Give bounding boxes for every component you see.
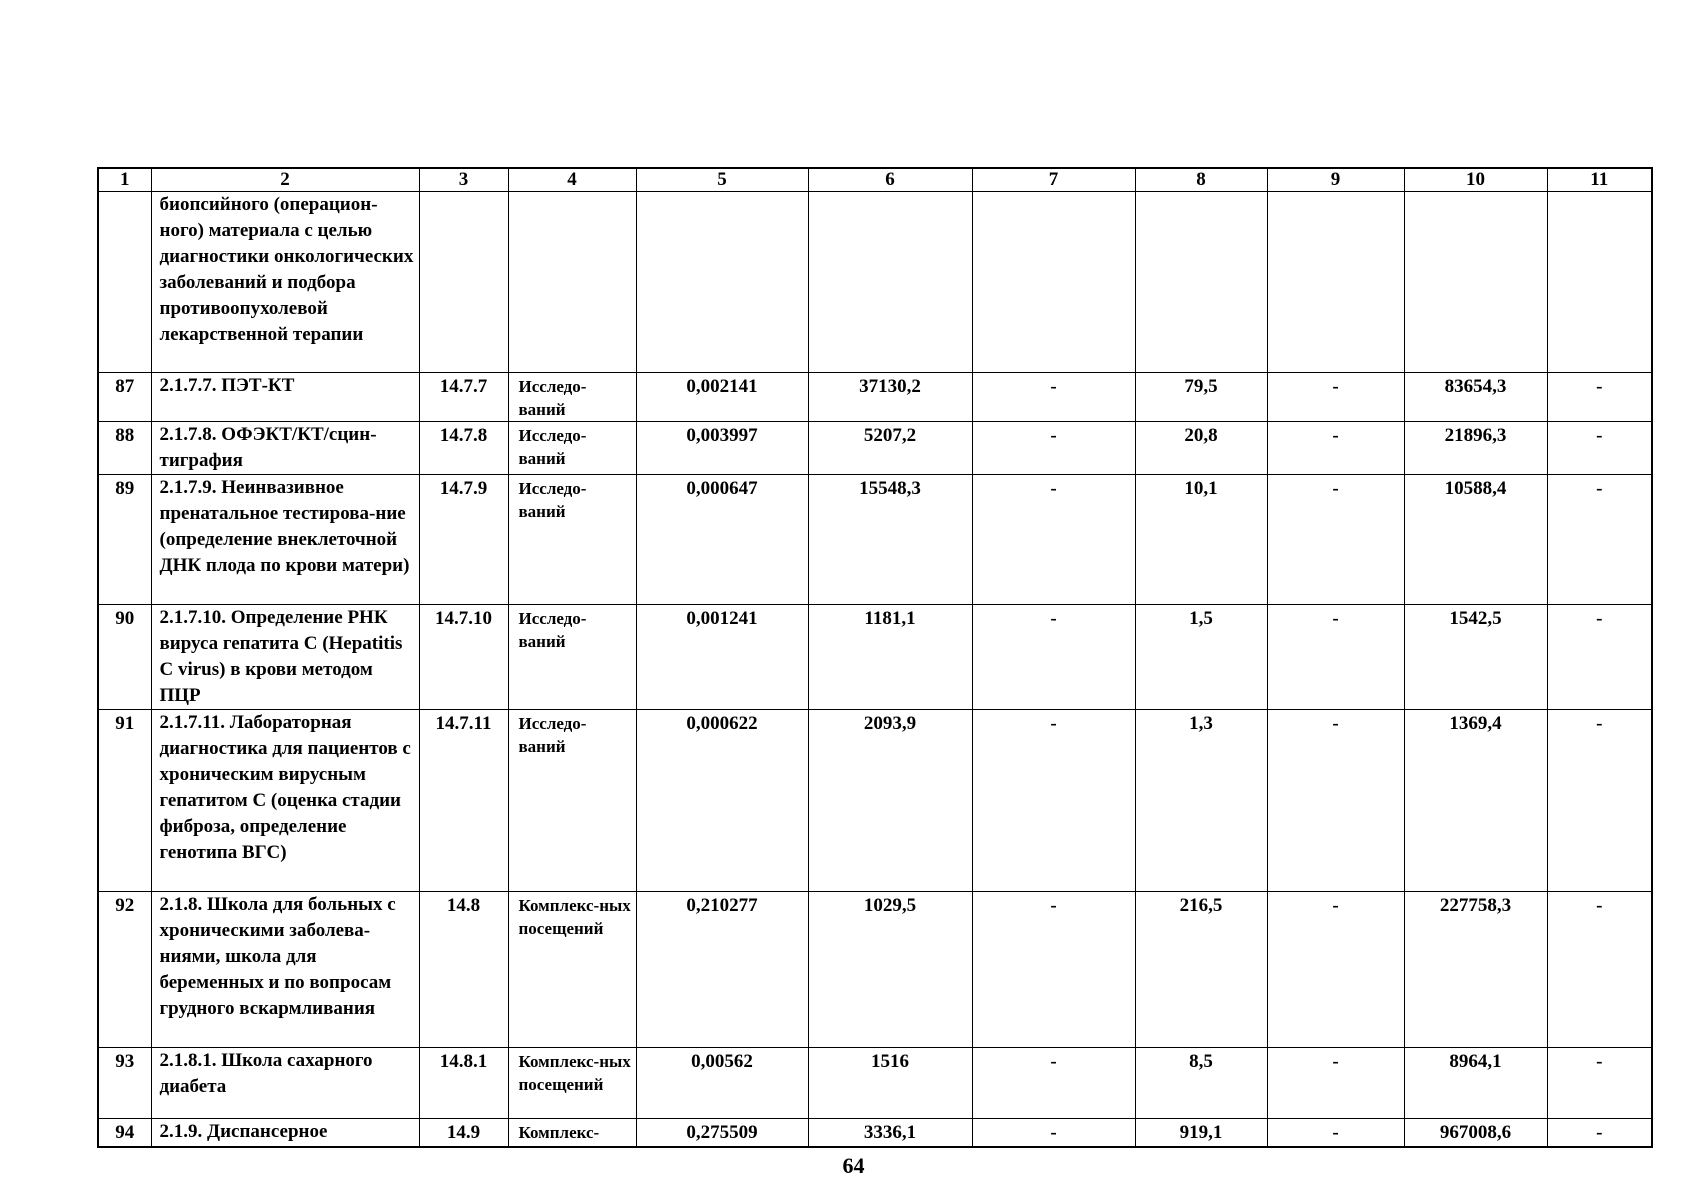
value-cell-col8: 8,5 xyxy=(1135,1048,1267,1119)
value-cell-col7: - xyxy=(972,710,1135,892)
value-cell-col5: 0,00562 xyxy=(636,1048,808,1119)
unit-cell: Исследо-ваний xyxy=(508,710,636,892)
value-cell-col10: 1542,5 xyxy=(1404,605,1547,710)
unit-cell: Исследо-ваний xyxy=(508,475,636,605)
table-row xyxy=(98,422,1652,475)
row-number-cell: 91 xyxy=(98,710,151,892)
unit-cell: Исследо-ваний xyxy=(508,605,636,710)
value-cell-col6: 2093,9 xyxy=(808,710,972,892)
value-cell-col8: 1,5 xyxy=(1135,605,1267,710)
value-cell-col6: 3336,1 xyxy=(808,1119,972,1148)
indicator-name-cell: 2.1.7.7. ПЭТ-КТ xyxy=(151,373,419,422)
value-cell-col8: 20,8 xyxy=(1135,422,1267,475)
value-cell-col7: - xyxy=(972,373,1135,422)
empty-cell xyxy=(1404,192,1547,373)
value-cell-col7: - xyxy=(972,1048,1135,1119)
value-cell-col5: 0,003997 xyxy=(636,422,808,475)
value-cell-col9: - xyxy=(1267,1119,1404,1148)
value-cell-col5: 0,000647 xyxy=(636,475,808,605)
value-cell-col9: - xyxy=(1267,422,1404,475)
indicator-name-cell: 2.1.7.10. Определение РНК вируса гепатита С (Hepatitis C virus) в крови методом ПЦР xyxy=(151,605,419,710)
row-number-cell: 88 xyxy=(98,422,151,475)
unit-cell: Комплекс- xyxy=(508,1119,636,1148)
empty-cell xyxy=(98,192,151,373)
row-code-cell: 14.8.1 xyxy=(419,1048,508,1119)
value-cell-col11: - xyxy=(1547,605,1652,710)
continuation-row xyxy=(98,192,1652,373)
value-cell-col10: 21896,3 xyxy=(1404,422,1547,475)
table-row xyxy=(98,373,1652,422)
value-cell-col10: 8964,1 xyxy=(1404,1048,1547,1119)
value-cell-col11: - xyxy=(1547,1048,1652,1119)
empty-cell xyxy=(1547,192,1652,373)
table-row xyxy=(98,1119,1652,1148)
value-cell-col10: 10588,4 xyxy=(1404,475,1547,605)
header-cell: 10 xyxy=(1404,168,1547,192)
indicator-name-cell: 2.1.9. Диспансерное xyxy=(151,1119,419,1148)
value-cell-col7: - xyxy=(972,605,1135,710)
row-number-cell: 89 xyxy=(98,475,151,605)
empty-cell xyxy=(1267,192,1404,373)
value-cell-col9: - xyxy=(1267,892,1404,1048)
indicator-name-cell: 2.1.7.11. Лабораторная диагностика для пациентов с хроническим вирусным гепатитом С (оценка стадии фиброза, определение генотипа ВГС) xyxy=(151,710,419,892)
value-cell-col6: 1516 xyxy=(808,1048,972,1119)
value-cell-col10: 227758,3 xyxy=(1404,892,1547,1048)
empty-cell xyxy=(508,192,636,373)
page-number: 64 xyxy=(842,1153,865,1178)
row-code-cell: 14.7.7 xyxy=(419,373,508,422)
row-code-cell: 14.7.11 xyxy=(419,710,508,892)
value-cell-col8: 919,1 xyxy=(1135,1119,1267,1148)
header-cell: 11 xyxy=(1547,168,1652,192)
empty-cell xyxy=(972,192,1135,373)
value-cell-col5: 0,001241 xyxy=(636,605,808,710)
row-number-cell: 92 xyxy=(98,892,151,1048)
value-cell-col6: 37130,2 xyxy=(808,373,972,422)
value-cell-col6: 1181,1 xyxy=(808,605,972,710)
table-row xyxy=(98,892,1652,1048)
unit-cell: Исследо-ваний xyxy=(508,422,636,475)
row-code-cell: 14.7.8 xyxy=(419,422,508,475)
value-cell-col5: 0,000622 xyxy=(636,710,808,892)
value-cell-col7: - xyxy=(972,475,1135,605)
value-cell-col8: 10,1 xyxy=(1135,475,1267,605)
header-row xyxy=(98,168,1652,192)
table-row xyxy=(98,710,1652,892)
header-cell: 7 xyxy=(972,168,1135,192)
value-cell-col11: - xyxy=(1547,422,1652,475)
header-cell: 4 xyxy=(508,168,636,192)
value-cell-col9: - xyxy=(1267,475,1404,605)
value-cell-col6: 15548,3 xyxy=(808,475,972,605)
unit-cell: Комплекс-ных посещений xyxy=(508,892,636,1048)
value-cell-col5: 0,275509 xyxy=(636,1119,808,1148)
value-cell-col5: 0,210277 xyxy=(636,892,808,1048)
empty-cell xyxy=(808,192,972,373)
value-cell-col6: 5207,2 xyxy=(808,422,972,475)
table-row xyxy=(98,1048,1652,1119)
header-cell: 1 xyxy=(98,168,151,192)
empty-cell xyxy=(419,192,508,373)
indicator-name-cell: 2.1.8.1. Школа сахарного диабета xyxy=(151,1048,419,1119)
value-cell-col9: - xyxy=(1267,710,1404,892)
row-number-cell: 87 xyxy=(98,373,151,422)
header-cell: 3 xyxy=(419,168,508,192)
header-cell: 5 xyxy=(636,168,808,192)
indicator-name-cell: 2.1.7.9. Неинвазивное пренатальное тестирова-ние (определение внеклеточной ДНК плода по крови матери) xyxy=(151,475,419,605)
value-cell-col8: 1,3 xyxy=(1135,710,1267,892)
row-number-cell: 93 xyxy=(98,1048,151,1119)
value-cell-col11: - xyxy=(1547,373,1652,422)
data-table xyxy=(97,167,1653,1148)
empty-cell xyxy=(1135,192,1267,373)
header-cell: 8 xyxy=(1135,168,1267,192)
value-cell-col6: 1029,5 xyxy=(808,892,972,1048)
value-cell-col8: 79,5 xyxy=(1135,373,1267,422)
value-cell-col9: - xyxy=(1267,373,1404,422)
empty-cell xyxy=(636,192,808,373)
value-cell-col11: - xyxy=(1547,710,1652,892)
value-cell-col9: - xyxy=(1267,605,1404,710)
value-cell-col11: - xyxy=(1547,892,1652,1048)
table-row xyxy=(98,605,1652,710)
value-cell-col8: 216,5 xyxy=(1135,892,1267,1048)
row-code-cell: 14.7.9 xyxy=(419,475,508,605)
indicator-name-cell: 2.1.8. Школа для больных с хроническими заболева-ниями, школа для беременных и по вопросам грудного вскармливания xyxy=(151,892,419,1048)
unit-cell: Комплекс-ных посещений xyxy=(508,1048,636,1119)
row-number-cell: 90 xyxy=(98,605,151,710)
value-cell-col10: 1369,4 xyxy=(1404,710,1547,892)
value-cell-col7: - xyxy=(972,1119,1135,1148)
table-row xyxy=(98,475,1652,605)
value-cell-col9: - xyxy=(1267,1048,1404,1119)
row-code-cell: 14.7.10 xyxy=(419,605,508,710)
row-number-cell: 94 xyxy=(98,1119,151,1148)
header-cell: 9 xyxy=(1267,168,1404,192)
value-cell-col5: 0,002141 xyxy=(636,373,808,422)
value-cell-col10: 967008,6 xyxy=(1404,1119,1547,1148)
value-cell-col11: - xyxy=(1547,475,1652,605)
value-cell-col7: - xyxy=(972,892,1135,1048)
continuation-text: биопсийного (операцион-ного) материала с целью диагностики онкологических заболеваний и подбора противоопухолевой лекарственной терапии xyxy=(151,192,419,373)
row-code-cell: 14.9 xyxy=(419,1119,508,1148)
value-cell-col7: - xyxy=(972,422,1135,475)
header-cell: 2 xyxy=(151,168,419,192)
unit-cell: Исследо-ваний xyxy=(508,373,636,422)
value-cell-col10: 83654,3 xyxy=(1404,373,1547,422)
header-cell: 6 xyxy=(808,168,972,192)
value-cell-col11: - xyxy=(1547,1119,1652,1148)
indicator-name-cell: 2.1.7.8. ОФЭКТ/КТ/сцин-тиграфия xyxy=(151,422,419,475)
row-code-cell: 14.8 xyxy=(419,892,508,1048)
